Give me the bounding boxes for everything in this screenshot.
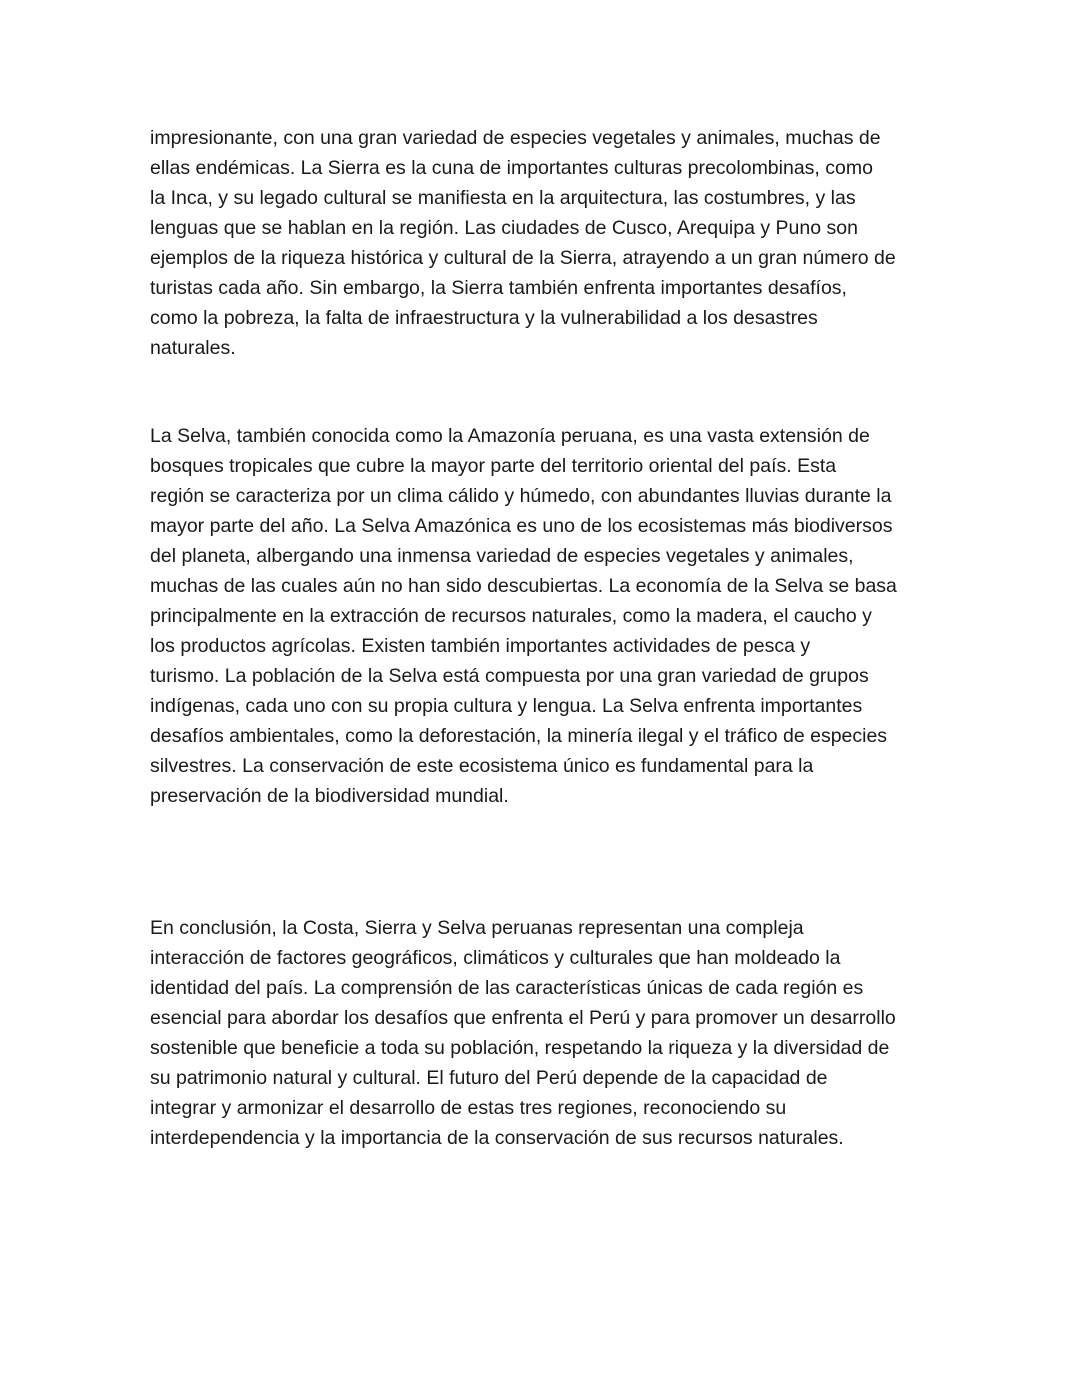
text-line: esencial para abordar los desafíos que enfrenta el Perú y para promover un desarrollo [150,1007,896,1029]
text-line: muchas de las cuales aún no han sido descubiertas. La economía de la Selva se basa [150,575,897,597]
text-line: desafíos ambientales, como la deforestación, la minería ilegal y el tráfico de especies [150,725,888,747]
text-line: preservación de la biodiversidad mundial. [150,785,509,807]
text-line: naturales. [150,337,236,359]
text-line: La Selva, también conocida como la Amazonía peruana, es una vasta extensión de [150,425,870,447]
paragraph-sierra-continuation [150,123,950,363]
text-line: turistas cada año. Sin embargo, la Sierra también enfrenta importantes desafíos, [150,277,847,299]
text-line: los productos agrícolas. Existen también importantes actividades de pesca y [150,635,811,657]
text-line: del planeta, albergando una inmensa variedad de especies vegetales y animales, [150,545,854,567]
text-line: como la pobreza, la falta de infraestructura y la vulnerabilidad a los desastres [150,307,818,329]
text-line: silvestres. La conservación de este ecosistema único es fundamental para la [150,755,814,777]
text-line: impresionante, con una gran variedad de especies vegetales y animales, muchas de [150,127,881,149]
text-line: lenguas que se hablan en la región. Las ciudades de Cusco, Arequipa y Puno son [150,217,858,239]
text-line: la Inca, y su legado cultural se manifiesta en la arquitectura, las costumbres, y las [150,187,856,209]
paragraph-conclusion [150,913,950,1153]
text-line: bosques tropicales que cubre la mayor parte del territorio oriental del país. Esta [150,455,837,477]
paragraph-selva [150,421,950,811]
text-line: principalmente en la extracción de recursos naturales, como la madera, el caucho y [150,605,872,627]
text-line: integrar y armonizar el desarrollo de estas tres regiones, reconociendo su [150,1097,787,1119]
text-line: En conclusión, la Costa, Sierra y Selva peruanas representan una compleja [150,917,804,939]
text-line: sostenible que beneficie a toda su población, respetando la riqueza y la diversidad de [150,1037,890,1059]
text-line: identidad del país. La comprensión de las características únicas de cada región es [150,977,864,999]
text-line: mayor parte del año. La Selva Amazónica es uno de los ecosistemas más biodiversos [150,515,893,537]
text-line: región se caracteriza por un clima cálido y húmedo, con abundantes lluvias durante la [150,485,892,507]
text-line: interacción de factores geográficos, climáticos y culturales que han moldeado la [150,947,841,969]
text-line: ejemplos de la riqueza histórica y cultural de la Sierra, atrayendo a un gran número de [150,247,896,269]
text-line: ellas endémicas. La Sierra es la cuna de importantes culturas precolombinas, como [150,157,873,179]
text-line: su patrimonio natural y cultural. El futuro del Perú depende de la capacidad de [150,1067,828,1089]
text-line: interdependencia y la importancia de la conservación de sus recursos naturales. [150,1127,844,1149]
text-line: turismo. La población de la Selva está compuesta por una gran variedad de grupos [150,665,869,687]
text-line: indígenas, cada uno con su propia cultura y lengua. La Selva enfrenta importantes [150,695,863,717]
